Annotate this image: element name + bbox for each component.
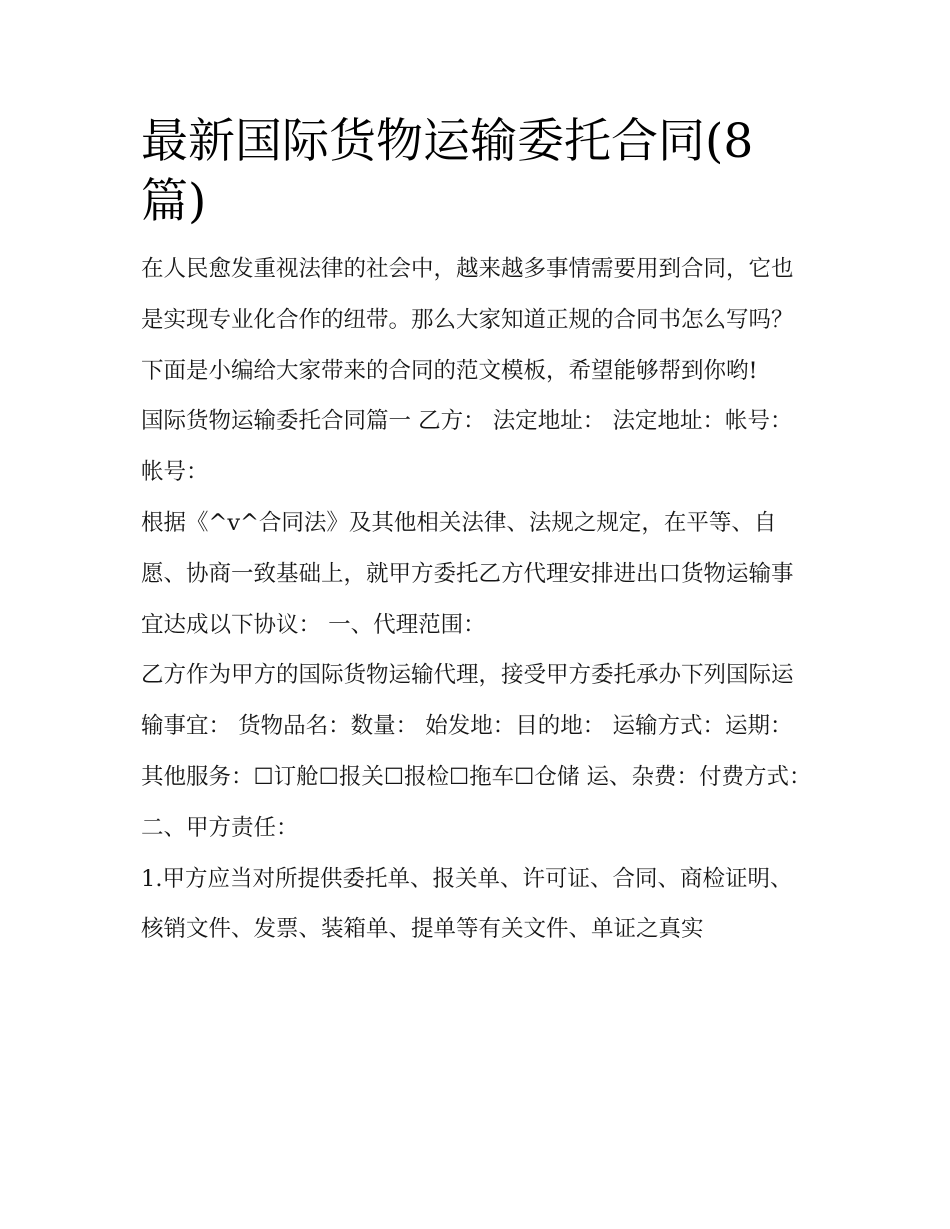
party-a-duty-paragraph: 1.甲方应当对所提供委托单、报关单、许可证、合同、商检证明、核销文件、发票、装箱单、提单等有关文件、单证之真实 [141, 865, 793, 943]
document-body [141, 112, 813, 955]
other-services-paragraph: 其他服务：☐订舱☐报关☐报检☐拖车☐仓储 运、杂费：付费方式： 二、甲方责任： [141, 763, 812, 841]
agency-scope-paragraph: 乙方作为甲方的国际货物运输代理，接受甲方委托承办下列国际运输事宜： 货物品名：数量： 始发地：目的地： 运输方式：运期： [141, 662, 794, 740]
contract-heading-paragraph: 国际货物运输委托合同篇一 乙方： 法定地址： 法定地址：帐号： 帐号： [141, 408, 793, 486]
intro-paragraph: 在人民愈发重视法律的社会中，越来越多事情需要用到合同，它也是实现专业化合作的纽带。那么大家知道正规的合同书怎么写吗？下面是小编给大家带来的合同的范文模板，希望能够帮到你哟! [141, 256, 794, 384]
document-title: 最新国际货物运输委托合同(8篇) [141, 114, 754, 229]
legal-basis-paragraph: 根据《^v^合同法》及其他相关法律、法规之规定，在平等、自愿、协商一致基础上，就甲方委托乙方代理安排进出口货物运输事宜达成以下协议： 一、代理范围： [141, 509, 794, 638]
